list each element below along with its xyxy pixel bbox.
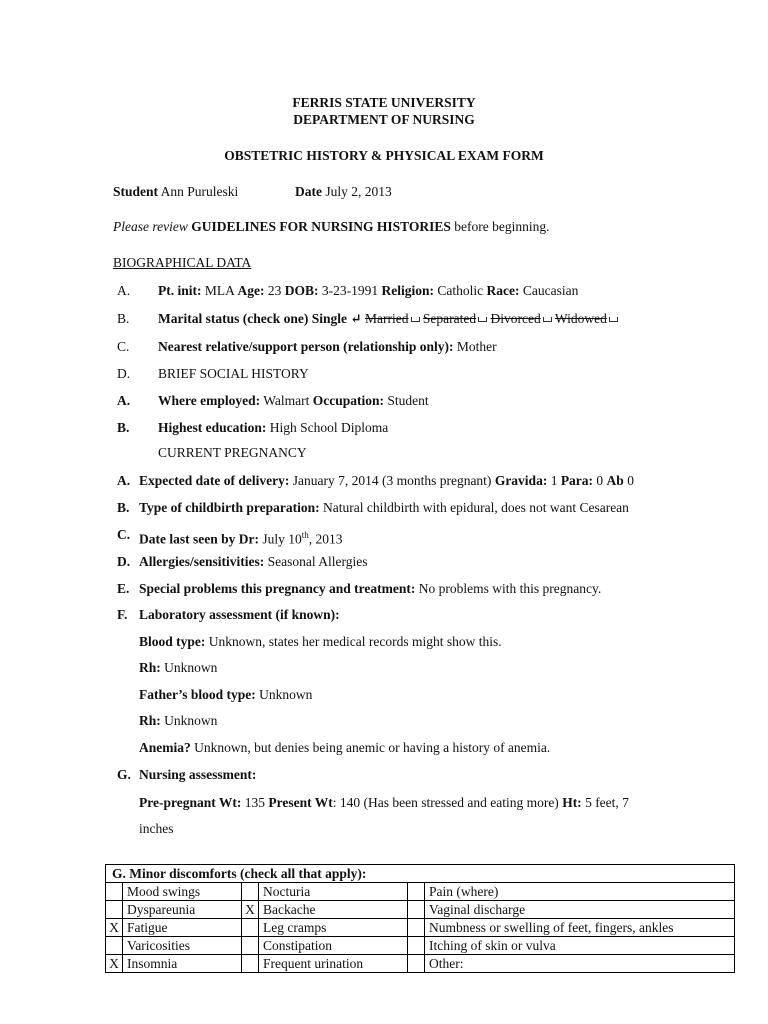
last-seen-sup: th	[301, 530, 309, 540]
education-line	[158, 420, 388, 436]
childbirth-prep-line	[139, 500, 629, 516]
check-cell[interactable]	[408, 901, 425, 919]
date-line	[295, 184, 392, 200]
divorced-option: Divorced	[490, 311, 541, 326]
separated-option: Separated	[422, 311, 477, 326]
discomfort-item: Varicosities	[123, 937, 242, 955]
bio-c-marker: C.	[117, 339, 130, 354]
preg-d-marker: D.	[117, 554, 131, 569]
childbirth-prep-value: Natural childbirth with epidural, does not want Cesarean	[323, 500, 629, 515]
height-value: 5 feet, 7	[585, 795, 629, 810]
race-label: Race:	[486, 283, 520, 298]
para-label: Para:	[560, 473, 594, 488]
nursing-assessment-label: Nursing assessment:	[139, 767, 257, 782]
table-row	[106, 955, 735, 973]
allergies-label: Allergies/sensitivities:	[139, 554, 265, 569]
review-guidelines: GUIDELINES FOR NURSING HISTORIES	[191, 219, 451, 234]
religion-value: Catholic	[437, 283, 484, 298]
social-history-heading: BRIEF SOCIAL HISTORY	[158, 366, 309, 381]
preg-e-marker: E.	[117, 581, 130, 596]
marital-status-line	[158, 311, 618, 327]
education-value: High School Diploma	[269, 420, 389, 435]
bio-b-marker: B.	[117, 311, 130, 326]
occupation-value: Student	[387, 393, 429, 408]
rh-label-2: Rh:	[139, 713, 161, 728]
rh-value-1: Unknown	[164, 660, 218, 675]
preg-g-marker: G.	[117, 767, 131, 782]
discomfort-item: Pain (where)	[425, 883, 735, 901]
pregnancy-heading: CURRENT PREGNANCY	[158, 445, 307, 460]
allergies-value: Seasonal Allergies	[267, 554, 368, 569]
father-blood-value: Unknown	[259, 687, 313, 702]
para-value: 0	[596, 473, 604, 488]
discomfort-item: Nocturia	[259, 883, 408, 901]
check-cell[interactable]	[242, 883, 259, 901]
check-cell[interactable]	[106, 901, 123, 919]
last-seen-year: , 2013	[308, 531, 343, 547]
race-value: Caucasian	[522, 283, 579, 298]
employed-value: Walmart	[263, 393, 310, 408]
pt-init-label: Pt. init:	[158, 283, 202, 298]
discomfort-item: Vaginal discharge	[425, 901, 735, 919]
preg-c-marker: C.	[117, 527, 131, 542]
discomfort-item: Insomnia	[123, 955, 242, 973]
due-date-value: January 7, 2014 (3 months pregnant)	[292, 473, 492, 488]
discomfort-item: Frequent urination	[259, 955, 408, 973]
check-cell[interactable]	[408, 955, 425, 973]
age-label: Age:	[237, 283, 265, 298]
check-cell[interactable]: X	[242, 901, 259, 919]
discomfort-item: Fatigue	[123, 919, 242, 937]
occupation-label: Occupation:	[312, 393, 385, 408]
due-date-label: Expected date of delivery:	[139, 473, 290, 488]
separated-checkbox	[478, 317, 487, 322]
nearest-relative-label: Nearest relative/support person (relationship only):	[158, 339, 454, 354]
height-label: Ht:	[562, 795, 582, 810]
discomfort-item: Constipation	[259, 937, 408, 955]
father-blood-line	[139, 687, 312, 703]
rh-line-2	[139, 713, 217, 729]
student-label: Student	[113, 184, 159, 199]
discomfort-item: Other:	[425, 955, 735, 973]
preg-a-marker: A.	[117, 473, 131, 488]
marital-status-label: Marital status (check one) Single	[158, 311, 347, 326]
review-line	[113, 219, 550, 235]
due-date-line	[139, 473, 634, 489]
table-row	[106, 883, 735, 901]
minor-discomforts-table	[105, 864, 735, 973]
allergies-line	[139, 554, 367, 570]
gravida-label: Gravida:	[494, 473, 548, 488]
rh-label-1: Rh:	[139, 660, 161, 675]
father-blood-label: Father’s blood type:	[139, 687, 256, 702]
student-line	[113, 184, 238, 200]
present-wt-value: : 140 (Has been stressed and eating more)	[332, 795, 559, 810]
dob-label: DOB:	[284, 283, 319, 298]
review-tail: before beginning.	[454, 219, 550, 234]
bio-a-marker: A.	[117, 283, 131, 298]
anemia-line	[139, 740, 550, 756]
widowed-checkbox	[609, 317, 618, 322]
department-name: DEPARTMENT OF NURSING	[293, 112, 475, 127]
check-cell[interactable]	[242, 919, 259, 937]
employed-label: Where employed:	[158, 393, 261, 408]
discomfort-item: Leg cramps	[259, 919, 408, 937]
table-row	[106, 901, 735, 919]
discomfort-item: Backache	[259, 901, 408, 919]
childbirth-prep-label: Type of childbirth preparation:	[139, 500, 320, 515]
blood-type-label: Blood type:	[139, 634, 206, 649]
dob-value: 3-23-1991	[321, 283, 379, 298]
special-problems-value: No problems with this pregnancy.	[418, 581, 602, 596]
check-cell[interactable]	[106, 937, 123, 955]
gravida-value: 1	[550, 473, 558, 488]
divorced-checkbox	[543, 317, 552, 322]
religion-label: Religion:	[381, 283, 435, 298]
education-marker: B.	[117, 420, 130, 435]
discomfort-item: Dyspareunia	[123, 901, 242, 919]
table-title: G. Minor discomforts (check all that apply):	[106, 865, 735, 883]
discomfort-item: Numbness or swelling of feet, fingers, ankles	[425, 919, 735, 937]
height-continued: inches	[139, 821, 174, 836]
last-seen-label: Date last seen by Dr:	[139, 531, 259, 547]
bio-d-marker: D.	[117, 366, 131, 381]
special-problems-line	[139, 581, 601, 597]
bio-a-line	[158, 283, 578, 299]
blood-type-line	[139, 634, 502, 650]
single-check-mark: ↵	[350, 311, 362, 326]
date-value: July 2, 2013	[325, 184, 392, 199]
review-italic: Please review	[113, 219, 188, 234]
pre-pregnant-wt-label: Pre-pregnant Wt:	[139, 795, 242, 810]
check-cell[interactable]	[242, 955, 259, 973]
last-seen-line	[139, 527, 343, 548]
blood-type-value: Unknown, states her medical records might show this.	[208, 634, 502, 649]
check-cell[interactable]	[408, 919, 425, 937]
widowed-option: Widowed	[554, 311, 607, 326]
present-wt-label: Present Wt	[268, 795, 333, 810]
employed-marker: A.	[117, 393, 131, 408]
form-title: OBSTETRIC HISTORY & PHYSICAL EXAM FORM	[224, 148, 544, 163]
anemia-label: Anemia?	[139, 740, 191, 755]
employment-line	[158, 393, 429, 409]
lab-assessment-label: Laboratory assessment (if known):	[139, 607, 340, 622]
ab-label: Ab	[606, 473, 624, 488]
university-name: FERRIS STATE UNIVERSITY	[292, 95, 476, 110]
student-value: Ann Puruleski	[160, 184, 239, 199]
check-cell[interactable]	[106, 883, 123, 901]
table-title-row	[106, 865, 735, 883]
age-value: 23	[267, 283, 282, 298]
preg-f-marker: F.	[117, 607, 128, 622]
rh-value-2: Unknown	[164, 713, 218, 728]
special-problems-label: Special problems this pregnancy and treatment:	[139, 581, 416, 596]
check-cell[interactable]: X	[106, 919, 123, 937]
check-cell[interactable]	[242, 937, 259, 955]
ab-value: 0	[627, 473, 634, 488]
married-checkbox	[411, 317, 420, 322]
pt-init-value: MLA	[204, 283, 235, 298]
check-cell[interactable]: X	[106, 955, 123, 973]
discomfort-item: Mood swings	[123, 883, 242, 901]
pre-pregnant-wt-value: 135	[244, 795, 265, 810]
rh-line-1	[139, 660, 217, 676]
bio-heading: BIOGRAPHICAL DATA	[113, 255, 252, 270]
weight-line	[139, 795, 629, 811]
discomfort-item: Itching of skin or vulva	[425, 937, 735, 955]
preg-b-marker: B.	[117, 500, 130, 515]
education-label: Highest education:	[158, 420, 267, 435]
date-label: Date	[295, 184, 322, 199]
married-option: Married	[365, 311, 409, 326]
check-cell[interactable]	[408, 883, 425, 901]
nearest-relative-line	[158, 339, 497, 355]
anemia-value: Unknown, but denies being anemic or having a history of anemia.	[194, 740, 551, 755]
table-row	[106, 937, 735, 955]
nearest-relative-value: Mother	[456, 339, 497, 354]
table-row	[106, 919, 735, 937]
check-cell[interactable]	[408, 937, 425, 955]
last-seen-value: July 10	[262, 531, 302, 547]
